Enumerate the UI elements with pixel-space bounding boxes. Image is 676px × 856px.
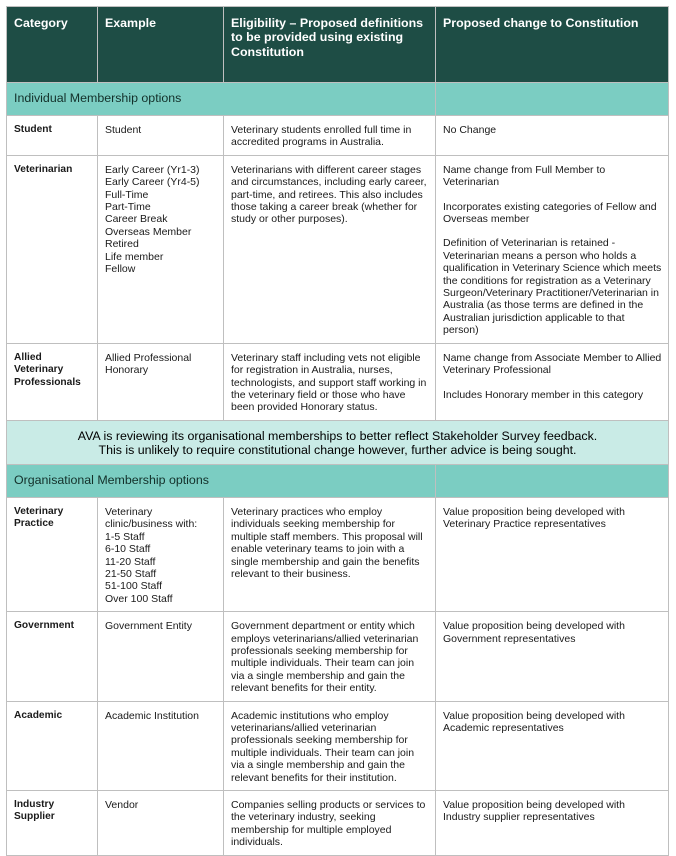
change-text: Value proposition being developed with Academic representatives xyxy=(443,709,625,734)
example-item: Retired xyxy=(105,238,139,251)
eligibility-cell: Veterinarians with different career stages and circumstances, including early career, part-time, and retirees. This also includes those taking a career break (whether for study or other purposes). xyxy=(224,155,436,343)
change-cell xyxy=(436,612,669,701)
table-row xyxy=(7,701,669,790)
header-category: Category xyxy=(7,7,98,83)
section-title-organisational: Organisational Membership options xyxy=(7,464,436,497)
example-item: Life member xyxy=(105,250,164,263)
header-row xyxy=(7,7,669,83)
example-item: Early Career (Yr4-5) xyxy=(105,176,200,189)
table-row xyxy=(7,791,669,856)
example-item: 6-10 Staff xyxy=(105,543,151,556)
example-cell xyxy=(98,155,224,343)
table-row xyxy=(7,612,669,701)
example-item: Fellow xyxy=(105,263,136,276)
category-cell: Veterinarian xyxy=(7,155,98,343)
example-item: Vendor xyxy=(105,799,139,812)
example-item: 11-20 Staff xyxy=(105,555,156,568)
example-cell xyxy=(98,701,224,790)
example-item: Part-Time xyxy=(105,201,151,214)
category-cell: Academic xyxy=(7,701,98,790)
category-cell: Government xyxy=(7,612,98,701)
change-cell xyxy=(436,701,669,790)
notice-line-1: AVA is reviewing its organisational memberships to better reflect Stakeholder Survey feedback. xyxy=(77,428,598,443)
example-item: Overseas Member xyxy=(105,225,192,238)
eligibility-cell: Veterinary practices who employ individuals seeking membership for multiple staff members. This proposal will enable veterinary teams to join with a single membership and gain the benefits relevant to their business. xyxy=(224,497,436,611)
category-cell: Industry Supplier xyxy=(7,791,98,856)
example-cell xyxy=(98,612,224,701)
table-row xyxy=(7,343,669,420)
example-item: 21-50 Staff xyxy=(105,567,157,580)
membership-table xyxy=(6,6,669,856)
example-item: Academic Institution xyxy=(105,709,199,722)
change-text: Definition of Veterinarian is retained - Veterinarian means a person who holds a qualification in Veterinary Science which meets the conditions for registration as a Veterinary Surgeon/Veterinary Practitioner/Veterinarian in Australia (as those terms are defined in the Australian jurisdiction applicable to that person) xyxy=(443,237,662,337)
category-cell: Student xyxy=(7,116,98,156)
example-item: Honorary xyxy=(105,364,149,377)
change-text: Name change from Associate Member to Allied Veterinary Professional xyxy=(443,351,662,377)
example-cell xyxy=(98,343,224,420)
example-cell xyxy=(98,116,224,156)
header-example: Example xyxy=(98,7,224,83)
section-row-individual xyxy=(7,83,669,116)
example-item: Career Break xyxy=(105,213,168,226)
eligibility-cell: Companies selling products or services to the veterinary industry, seeking membership for multiple employed individuals. xyxy=(224,791,436,856)
header-change: Proposed change to Constitution xyxy=(436,7,669,83)
eligibility-cell: Veterinary students enrolled full time in accredited programs in Australia. xyxy=(224,116,436,156)
change-text: Value proposition being developed with Industry supplier representatives xyxy=(443,799,625,824)
table-row xyxy=(7,155,669,343)
section-spacer-cell xyxy=(436,83,669,116)
example-item: Veterinary clinic/business with: xyxy=(105,505,198,531)
change-text: Name change from Full Member to Veterinarian xyxy=(443,163,606,189)
change-text: Includes Honorary member in this category xyxy=(443,388,644,401)
table-row xyxy=(7,497,669,611)
example-cell xyxy=(98,791,224,856)
example-item: Early Career (Yr1-3) xyxy=(105,163,200,176)
example-item: Full-Time xyxy=(105,188,149,201)
change-text: No Change xyxy=(443,124,497,136)
category-cell: Allied Veterinary Professionals xyxy=(7,343,98,420)
example-item: Government Entity xyxy=(105,620,192,633)
section-spacer-cell xyxy=(436,464,669,497)
table-row xyxy=(7,116,669,156)
category-cell: Veterinary Practice xyxy=(7,497,98,611)
change-cell xyxy=(436,343,669,420)
eligibility-cell: Government department or entity which employs veterinarians/allied veterinarian professionals seeking membership for multiple individuals. Their team can join via a single membership and gain the relevant benefits for their entity. xyxy=(224,612,436,701)
example-item: Allied Professional xyxy=(105,351,192,364)
eligibility-cell: Academic institutions who employ veterinarians/allied veterinarian professionals seeking membership for multiple individuals. Their team can join via a single membership and gain the relevant benefits for their institution. xyxy=(224,701,436,790)
change-cell xyxy=(436,791,669,856)
section-title-individual: Individual Membership options xyxy=(7,83,436,116)
header-eligibility: Eligibility – Proposed definitions to be provided using existing Constitution xyxy=(224,7,436,83)
example-item: 1-5 Staff xyxy=(105,530,145,543)
section-row-organisational xyxy=(7,464,669,497)
example-item: Student xyxy=(105,124,142,136)
change-text: Value proposition being developed with Veterinary Practice representatives xyxy=(443,505,625,531)
notice-line-2: This is unlikely to require constitutional change however, further advice is being sought. xyxy=(98,443,577,458)
notice-banner xyxy=(7,420,669,464)
change-text: Value proposition being developed with Government representatives xyxy=(443,620,625,645)
example-cell xyxy=(98,497,224,611)
change-cell xyxy=(436,497,669,611)
eligibility-cell: Veterinary staff including vets not eligible for registration in Australia, nurses, technologists, and support staff working in the veterinary field or those who have been provided Honorary status. xyxy=(224,343,436,420)
change-text: Incorporates existing categories of Fellow and Overseas member xyxy=(443,200,657,226)
change-cell xyxy=(436,155,669,343)
example-item: Over 100 Staff xyxy=(105,592,173,605)
change-cell xyxy=(436,116,669,156)
notice-row xyxy=(7,420,669,464)
example-item: 51-100 Staff xyxy=(105,580,163,593)
